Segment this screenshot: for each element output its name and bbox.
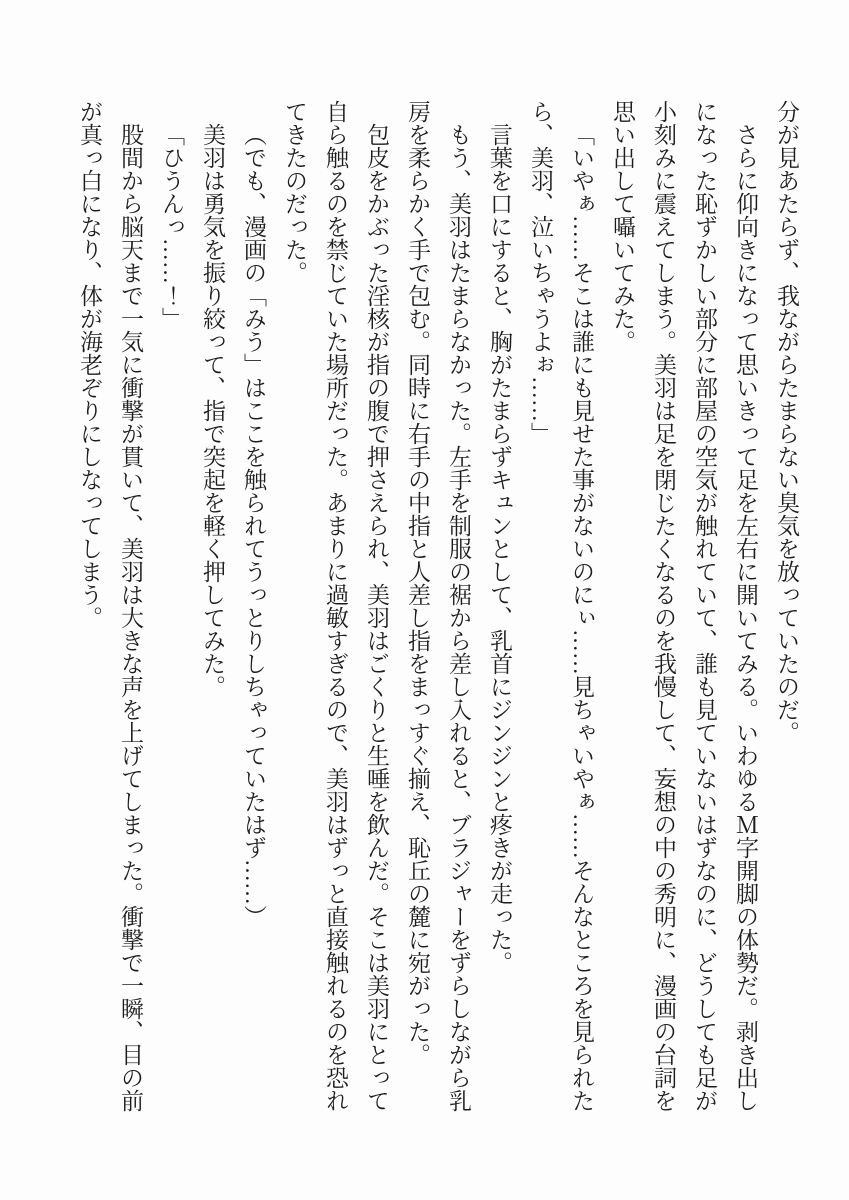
paragraph-05: もう、美羽はたまらなかった。左手を制服の裾から差し入れると、ブラジャーをずらしながら乳房を柔らかく手で包む。同時に右手の中指と人差し指をまっすぐ揃え、恥丘の麓に宛がった。 bbox=[405, 100, 471, 1112]
paragraph-06: 包皮をかぶった淫核が指の腹で押さえられ、美羽はごくりと生唾を飲んだ。そこは美羽にとって自ら触るのを禁じていた場所だった。あまりに過敏すぎるので、美羽はずっと直接触れるのを恐れてきたのだった。 bbox=[282, 100, 389, 1112]
paragraph-01: 分が見あたらず、我ながらたまらない臭気を放っていたのだ。 bbox=[774, 100, 799, 744]
paragraph-09-dialogue: 「ひうんっ……！」 bbox=[159, 123, 184, 330]
paragraph-02: さらに仰向きになって思いきって足を左右に開いてみる。いわゆるＭ字開脚の体勢だ。剥き出しになった恥ずかしい部分に部屋の空気が触れていて、誰も見ていないはずなのに、どうしても足が小刻みに震えてしまう。美羽は足を閉じたくなるのを我慢して、妄想の中の秀明に、漫画の台詞を思い出して囁いてみた。 bbox=[610, 100, 758, 1112]
paragraph-08: 美羽は勇気を振り絞って、指で突起を軽く押してみた。 bbox=[200, 123, 225, 698]
paragraph-07-inner-thought: （でも、漫画の「みう」はここを触られてうっとりしちゃっていたはず……） bbox=[241, 123, 266, 928]
paragraph-10: 股間から脳天まで一気に衝撃が貫いて、美羽は大きな声を上げてしまった。衝撃で一瞬、目の前が真っ白になり、体が海老ぞりにしなってしまう。 bbox=[77, 100, 143, 1112]
paragraph-04: 言葉を口にすると、胸がたまらずキュンとして、乳首にジンジンと疼きが走った。 bbox=[487, 123, 512, 974]
vertical-text-block bbox=[67, 100, 807, 1112]
paragraph-03-dialogue: 「いやぁ……そこは誰にも見せた事がないのにぃ……見ちゃいやぁ……そんなところを見られたら、美羽、泣いちゃうよぉ……」 bbox=[528, 100, 594, 1112]
